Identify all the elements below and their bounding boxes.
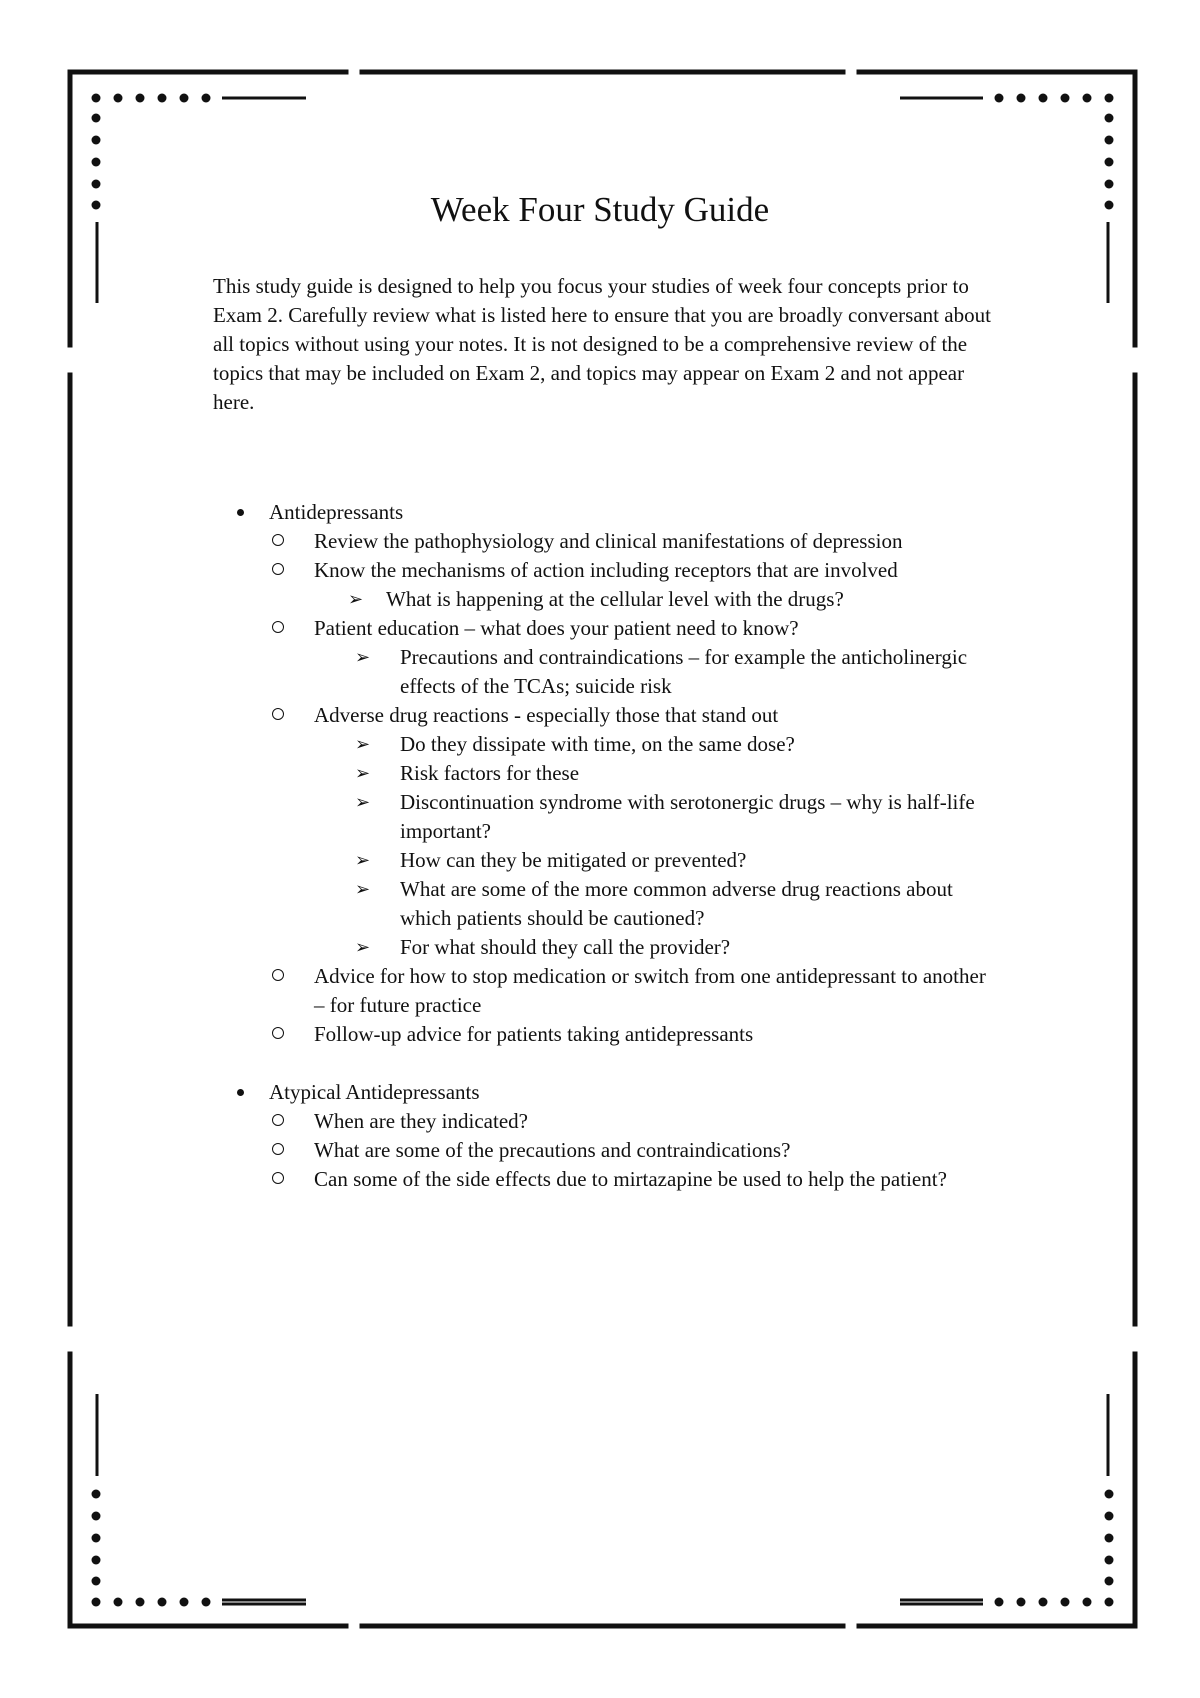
sub-list-item	[355, 788, 997, 846]
list-item	[269, 1020, 997, 1049]
circle-bullet-icon	[272, 563, 284, 575]
intro-paragraph: This study guide is designed to help you focus your studies of week four concepts prior to Exam 2. Carefully review what is listed here to ensure that you are broadly conversant about all topics without using your notes. It is not designed to be a comprehensive review of the topics that may be included on Exam 2, and topics may appear on Exam 2 and not appear here.	[213, 274, 991, 414]
list-item-text: Advice for how to stop medication or switch from one antidepressant to another – for future practice	[314, 964, 986, 1017]
sub-list-item	[355, 846, 997, 875]
list-item	[269, 614, 997, 701]
sub-list-item-text: What are some of the more common adverse drug reactions about which patients should be cautioned?	[400, 877, 953, 930]
circle-bullet-icon	[272, 534, 284, 546]
list-item-text: Review the pathophysiology and clinical manifestations of depression	[314, 529, 903, 553]
list-item	[269, 1107, 997, 1136]
list-item-text: Can some of the side effects due to mirtazapine be used to help the patient?	[314, 1167, 947, 1191]
circle-bullet-icon	[272, 1114, 284, 1126]
list-item	[269, 962, 997, 1020]
list-item	[269, 1165, 997, 1194]
section-atypical-antidepressants	[237, 1078, 997, 1194]
arrow-bullet-icon: ➢	[355, 763, 371, 783]
sub-list-item	[355, 933, 997, 962]
bullet-dot-icon	[237, 509, 244, 516]
list-item-text: Adverse drug reactions - especially those that stand out	[314, 703, 779, 727]
sub-list-item-text: Discontinuation syndrome with serotonergic drugs – why is half-life important?	[400, 790, 975, 843]
sub-list-item-text: Do they dissipate with time, on the same dose?	[400, 732, 795, 756]
sub-list-item-text: What is happening at the cellular level with the drugs?	[386, 587, 844, 611]
circle-bullet-icon	[272, 969, 284, 981]
list-item-text: Patient education – what does your patient need to know?	[314, 616, 799, 640]
list-item	[269, 527, 997, 556]
topic-outline	[237, 498, 997, 1194]
arrow-bullet-icon: ➢	[355, 879, 371, 899]
section-heading: Antidepressants	[269, 500, 404, 524]
list-item-text: What are some of the precautions and contraindications?	[314, 1138, 791, 1162]
circle-bullet-icon	[272, 708, 284, 720]
sub-list-item	[348, 585, 997, 614]
list-item-text: When are they indicated?	[314, 1109, 528, 1133]
arrow-bullet-icon: ➢	[348, 589, 364, 609]
list-item-text: Know the mechanisms of action including receptors that are involved	[314, 558, 898, 582]
arrow-bullet-icon: ➢	[355, 792, 371, 812]
circle-bullet-icon	[272, 621, 284, 633]
sub-list-item	[355, 759, 997, 788]
arrow-bullet-icon: ➢	[355, 937, 371, 957]
list-item	[269, 1136, 997, 1165]
sub-list-item-text: Precautions and contraindications – for example the anticholinergic effects of the TCAs; suicide risk	[400, 645, 968, 698]
sub-list-item-text: For what should they call the provider?	[400, 935, 731, 959]
list-item	[269, 556, 997, 614]
sub-list-item-text: How can they be mitigated or prevented?	[400, 848, 747, 872]
page-title: Week Four Study Guide	[430, 190, 770, 229]
circle-bullet-icon	[272, 1143, 284, 1155]
bullet-dot-icon	[237, 1089, 244, 1096]
sub-list-item	[355, 730, 997, 759]
sub-list-item	[355, 643, 997, 701]
list-item	[269, 701, 997, 962]
circle-bullet-icon	[272, 1027, 284, 1039]
arrow-bullet-icon: ➢	[355, 850, 371, 870]
sub-list-item-text: Risk factors for these	[400, 761, 580, 785]
section-heading: Atypical Antidepressants	[269, 1080, 480, 1104]
circle-bullet-icon	[272, 1172, 284, 1184]
list-item-text: Follow-up advice for patients taking antidepressants	[314, 1022, 754, 1046]
sub-list-item	[355, 875, 997, 933]
arrow-bullet-icon: ➢	[355, 647, 371, 667]
arrow-bullet-icon: ➢	[355, 734, 371, 754]
section-antidepressants	[237, 498, 997, 1049]
